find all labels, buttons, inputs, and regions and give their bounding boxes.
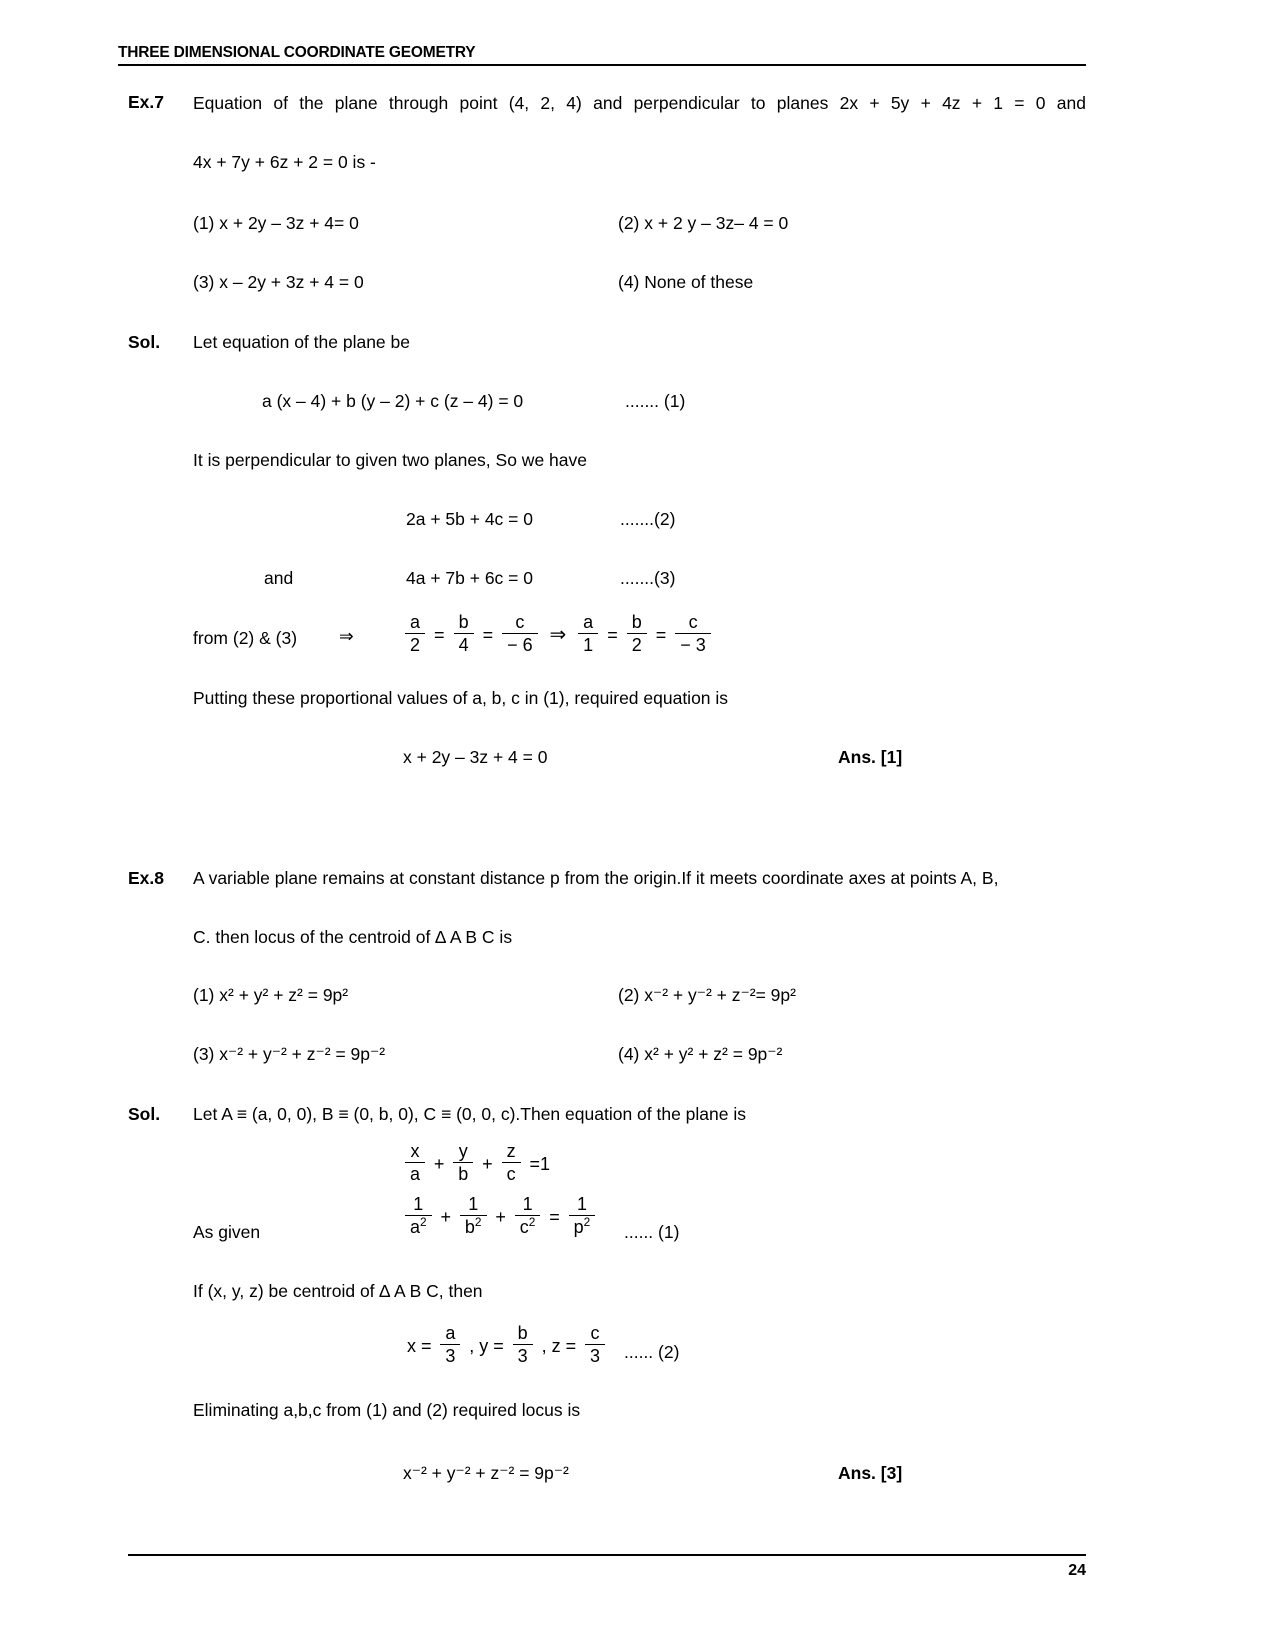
example-7-sol-eq2-tag: .......(2) (620, 509, 676, 529)
example-8-as-given-equation (404, 1196, 596, 1239)
example-7-option-4[interactable]: (4) None of these (618, 272, 754, 292)
example-8-solution-label: Sol. (128, 1104, 161, 1124)
frac-a-1: $\frac{a}{1}$ (578, 613, 598, 656)
plus-sign: + (482, 1154, 493, 1175)
frac-1-a-squared: $\frac{1}{a^2}$ (405, 1195, 432, 1238)
example-7-implies-1: ⇒ (339, 626, 354, 646)
option-number: (2) (618, 985, 645, 1005)
example-8-answer: Ans. [3] (838, 1463, 903, 1483)
equals-sign: = (607, 625, 618, 646)
option-expression: x² + y² + z² = 9p⁻² (644, 1044, 783, 1064)
example-8-sol-line3: Eliminating a,b,c from (1) and (2) required locus is (193, 1400, 581, 1420)
option-expression: x⁻² + y⁻² + z⁻²= 9p² (644, 985, 796, 1005)
frac-c-neg3: $\frac{c}{- 3}$ (675, 613, 711, 656)
example-8-sol-final: x⁻² + y⁻² + z⁻² = 9p⁻² (403, 1463, 569, 1483)
example-7-question-line2: 4x + 7y + 6z + 2 = 0 is - (193, 152, 376, 172)
example-7-option-1[interactable]: (1) x + 2y – 3z + 4= 0 (193, 213, 359, 233)
footer-divider (128, 1554, 1086, 1556)
example-7-sol-eq1: a (x – 4) + b (y – 2) + c (z – 4) = 0 (262, 391, 524, 411)
equals-one: =1 (529, 1154, 550, 1175)
z-equals: , z = (541, 1336, 577, 1357)
header-title: THREE DIMENSIONAL COORDINATE GEOMETRY (118, 44, 476, 61)
implies-icon: ⇒ (549, 623, 567, 646)
example-7-sol-from: from (2) & (3) (193, 628, 298, 648)
option-expression: x² + y² + z² = 9p² (219, 985, 349, 1005)
frac-b-3: $\frac{b}{3}$ (513, 1324, 533, 1367)
example-7-sol-eq3: 4a + 7b + 6c = 0 (406, 568, 533, 588)
example-7-solution-label: Sol. (128, 332, 161, 352)
example-7-sol-eq1-tag: ....... (1) (625, 391, 686, 411)
example-7-sol-eq2: 2a + 5b + 4c = 0 (406, 509, 533, 529)
example-7-sol-eq3-tag: .......(3) (620, 568, 676, 588)
frac-b-2: $\frac{b}{2}$ (627, 613, 647, 656)
ratio-1 (404, 614, 539, 657)
equals-sign: = (549, 1207, 560, 1228)
ratio-2 (577, 614, 712, 657)
frac-c-neg6: $\frac{c}{- 6}$ (502, 613, 538, 656)
header-divider (118, 64, 1086, 66)
equals-sign: = (482, 625, 494, 646)
example-7-sol-line3: Putting these proportional values of a, b, c in (1), required equation is (193, 688, 729, 708)
example-8-as-given-tag: ...... (1) (624, 1222, 680, 1242)
x-equals: x = (407, 1336, 432, 1357)
example-8-option-3[interactable] (193, 1044, 385, 1066)
example-7-sol-and: and (264, 568, 294, 588)
example-8-plane-equation (404, 1143, 553, 1186)
plus-sign: + (440, 1207, 452, 1228)
option-number: (1) (193, 985, 220, 1005)
frac-b-4: $\frac{b}{4}$ (454, 613, 474, 656)
frac-a-3: $\frac{a}{3}$ (440, 1324, 460, 1367)
frac-1-c-squared: $\frac{1}{c^2}$ (515, 1195, 541, 1238)
example-8-option-4[interactable] (618, 1044, 782, 1066)
example-8-centroid-tag: ...... (2) (624, 1342, 680, 1362)
frac-a-2: $\frac{a}{2}$ (405, 613, 425, 656)
example-7-answer: Ans. [1] (838, 747, 903, 767)
example-8-sol-line1: Let A ≡ (a, 0, 0), B ≡ (0, b, 0), C ≡ (0, 0, c).Then equation of the plane is (193, 1104, 747, 1124)
example-7-sol-line2: It is perpendicular to given two planes, So we have (193, 450, 587, 470)
page-number: 24 (1068, 1562, 1086, 1579)
example-8-centroid-equation (404, 1325, 606, 1368)
equals-sign: = (655, 625, 667, 646)
plus-sign: + (495, 1207, 506, 1228)
frac-z-c: $\frac{z}{c}$ (502, 1142, 521, 1185)
option-expression: x⁻² + y⁻² + z⁻² = 9p⁻² (219, 1044, 386, 1064)
example-7-option-3[interactable]: (3) x – 2y + 3z + 4 = 0 (193, 272, 364, 292)
example-7-sol-final: x + 2y – 3z + 4 = 0 (403, 747, 548, 767)
frac-y-b: $\frac{y}{b}$ (453, 1142, 473, 1185)
option-number: (3) (193, 1044, 220, 1064)
example-8-option-2[interactable] (618, 985, 796, 1007)
frac-1-b-squared: $\frac{1}{b^2}$ (460, 1195, 487, 1238)
plus-sign: + (433, 1154, 445, 1175)
example-8-sol-line2: If (x, y, z) be centroid of ∆ A B C, then (193, 1281, 483, 1301)
example-8-option-1[interactable] (193, 985, 348, 1007)
frac-x-a: $\frac{x}{a}$ (405, 1142, 425, 1185)
page-header (118, 44, 1086, 65)
example-7-question-line1: Equation of the plane through point (4, 2, 4) and perpendicular to planes 2x + 5y + 4z + 1 = 0 and (193, 93, 1086, 113)
example-7-sol-line1: Let equation of the plane be (193, 332, 410, 352)
example-7-label: Ex.7 (128, 92, 164, 112)
example-8-label: Ex.8 (128, 868, 164, 888)
frac-c-3: $\frac{c}{3}$ (585, 1324, 605, 1367)
option-number: (4) (618, 1044, 645, 1064)
y-equals: , y = (469, 1336, 504, 1357)
example-7-option-2[interactable]: (2) x + 2 y – 3z– 4 = 0 (618, 213, 789, 233)
example-8-question-line1: A variable plane remains at constant distance p from the origin.If it meets coordinate axes at points A, B, (193, 868, 999, 888)
example-8-as-given-label: As given (193, 1222, 261, 1242)
frac-1-p-squared: $\frac{1}{p^2}$ (569, 1195, 596, 1238)
example-7-ratio-chain (404, 614, 712, 657)
example-8-question-line2: C. then locus of the centroid of ∆ A B C is (193, 927, 513, 947)
equals-sign: = (434, 625, 445, 646)
